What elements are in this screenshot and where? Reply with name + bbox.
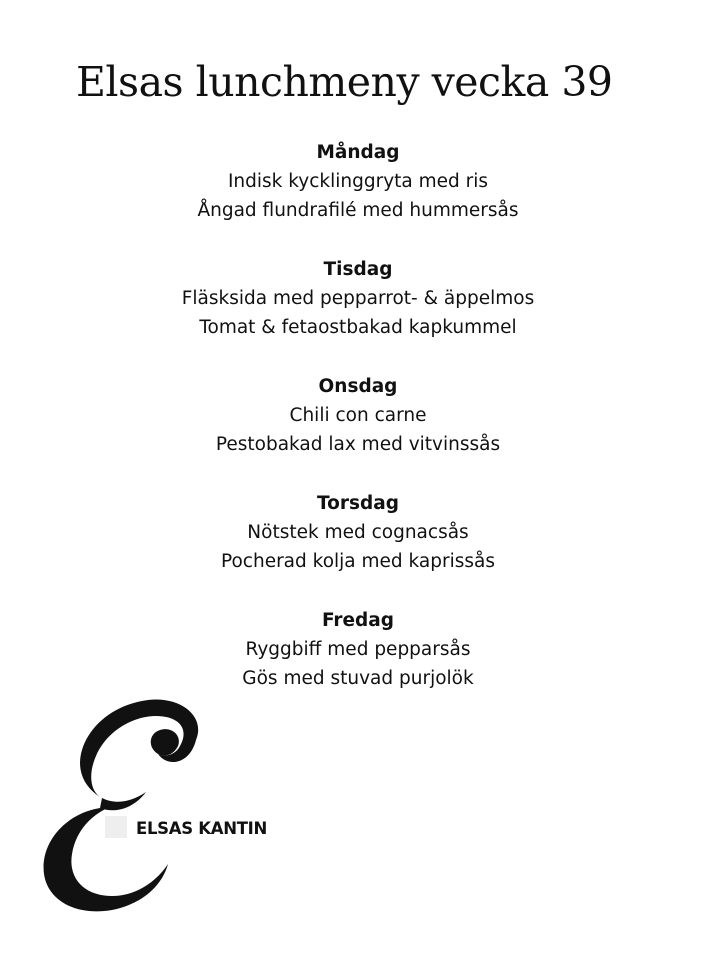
day-wednesday [0,372,716,489]
dish: Indisk kycklinggryta med ris [227,171,489,192]
logo-square [105,816,127,838]
day-name: Torsdag [317,493,399,514]
dish: Chili con carne [289,405,427,426]
day-name: Onsdag [318,376,398,397]
day-name: Tisdag [323,259,393,280]
day-tuesday [0,255,716,372]
dish: Ryggbiff med pepparsås [245,639,471,660]
menu-title: Elsas lunchmeny vecka 39 [76,58,613,106]
day-thursday [0,489,716,606]
dish: Gös med stuvad purjolök [242,668,474,689]
elsas-e-logo-icon [30,688,230,918]
dish: Fläsksida med pepparrot- & äppelmos [181,288,535,309]
day-monday [0,138,716,255]
dish: Ångad flundrafilé med hummersås [197,200,519,221]
day-name: Fredag [321,610,395,631]
day-name: Måndag [316,142,400,163]
dish: Nötstek med cognacsås [247,522,469,543]
weekly-menu [0,138,716,723]
dish: Pocherad kolja med kaprissås [220,551,496,572]
dish: Pestobakad lax med vitvinssås [215,434,501,455]
dish: Tomat & fetaostbakad kapkummel [199,317,517,338]
brand-name: ELSAS KANTIN [136,819,268,838]
